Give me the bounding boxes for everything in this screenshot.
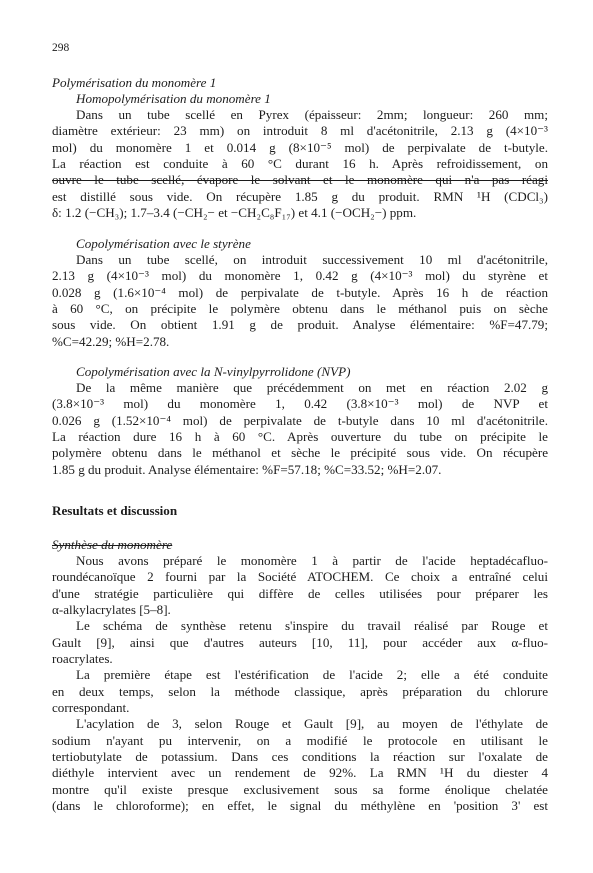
text-line: Dans un tube scellé, on introduit successivement 10 ml d'acétonitrile, [76, 252, 548, 267]
section-title-polymerisation: Polymérisation du monomère 1 [52, 75, 217, 90]
text-line: La réaction dure 16 h à 60 °C. Après ouverture du tube on précipite le [52, 429, 548, 445]
text-line: α-alkylacrylates [5–8]. [52, 602, 171, 618]
text-line: diamètre extérieur: 23 mm) on introduit 8 ml d'acétonitrile, 2.13 g (4×10⁻³ [52, 123, 548, 139]
subsection-title-copolymerisation-nvp: Copolymérisation avec la N-vinylpyrrolidone (NVP) [76, 364, 351, 379]
subsection-title-synthese: Synthèse du monomère [52, 537, 173, 552]
text-line: Gault [9], ainsi que d'autres auteurs [10, 11], pour accéder aux α-fluo- [52, 634, 548, 650]
text-line: mol) du monomère 1 et 0.014 g (8×10⁻⁵ mol) de perpivalate de t-butyle. [52, 139, 548, 155]
text-line: %C=42.29; %H=2.78. [52, 333, 170, 349]
subsection-title-homopolymerisation: Homopolymérisation du monomère 1 [76, 91, 271, 106]
text-line: Nous avons préparé le monomère 1 à partir de l'acide heptadécafluo- [76, 553, 548, 568]
text-line: en deux temps, selon la méthode classique, après préparation du chlorure [52, 683, 548, 699]
paragraph-copolymerisation-styrene [52, 252, 548, 350]
text-line: sodium n'ayant pu intervenir, on a modifié le protocole en utilisant le [52, 732, 548, 748]
text-line: (3.8×10⁻³ mol) du monomère 1, 0.42 (3.8×10⁻³ mol) de NVP et [52, 396, 548, 412]
text-line: δ: 1.2 (−CH₃); 1.7–3.4 (−CH₂− et −CH₂C₈F₁₇) et 4.1 (−OCH₂−) ppm. [52, 205, 417, 221]
text-line: roundécanoïque 2 fourni par la Société ATOCHEM. Ce choix a entraîné celui [52, 569, 548, 585]
text-line: L'acylation de 3, selon Rouge et Gault [9], au moyen de l'éthylate de [76, 716, 548, 732]
text-line: tertiobutylate de potassium. Dans ces conditions la réaction sur l'oxalate de [52, 749, 548, 765]
text-line: à 60 °C, on précipite le polymère obtenu dans le méthanol puis on sèche [52, 301, 548, 317]
text-line: montre qu'il existe presque exclusivement sous sa forme énolique chelatée [52, 781, 548, 797]
page-number: 298 [52, 42, 70, 54]
text-line: correspondant. [52, 700, 130, 716]
section-title-resultats: Resultats et discussion [52, 503, 178, 518]
text-line: La première étape est l'estérification de l'acide 2; elle a été conduite [76, 667, 548, 683]
text-line: est distillé sous vide. On récupère 1.85 g du produit. RMN ¹H (CDCl₃) [52, 188, 548, 204]
paragraph-copolymerisation-nvp [52, 380, 548, 478]
text-line: Le schéma de synthèse retenu s'inspire du travail réalisé par Rouge et [76, 618, 548, 634]
text-line: diéthyle intervient avec un rendement de 92%. La RMN ¹H du diester 4 [52, 765, 548, 781]
text-line: roacrylates. [52, 651, 113, 667]
text-line-struck: ouvre le tube scellé, évapore le solvant et le monomère qui n'a pas réagi [52, 172, 548, 188]
text-line: sous vide. On obtient 1.91 g de produit. Analyse élémentaire: %F=47.79; [52, 317, 548, 333]
text-line: d'une stratégie particulière qui diffère de celles utilisées pour préparer les [52, 585, 548, 601]
text-line: De la même manière que précédemment on met en réaction 2.02 g [76, 380, 548, 395]
text-line: Dans un tube scellé en Pyrex (épaisseur: 2mm; longueur: 260 mm; [76, 107, 548, 122]
text-line: 2.13 g (4×10⁻³ mol) du monomère 1, 0.42 g (4×10⁻³ mol) du styrène et [52, 268, 548, 284]
text-line: La réaction est conduite à 60 °C durant 16 h. Après refroidissement, on [52, 156, 548, 172]
text-line: 0.026 g (1.52×10⁻⁴ mol) de perpivalate de t-butyle dans 10 ml d'acétonitrile. [52, 412, 548, 428]
subsection-title-copolymerisation-styrene: Copolymérisation avec le styrène [76, 236, 251, 251]
text-line: polymère obtenu dans le méthanol et sèche le précipité sous vide. On récupère [52, 445, 548, 461]
paragraph-homopolymerisation [52, 107, 548, 221]
paragraph-synthese [52, 553, 548, 815]
text-line: (dans le chloroforme); en effet, le signal du méthylène en 'position 3' est [52, 798, 548, 814]
text-line: 1.85 g du produit. Analyse élémentaire: %F=57.18; %C=33.52; %H=2.07. [52, 461, 442, 477]
text-line: 0.028 g (1.6×10⁻⁴ mol) de perpivalate de t-butyle. Après 16 h de réaction [52, 284, 548, 300]
